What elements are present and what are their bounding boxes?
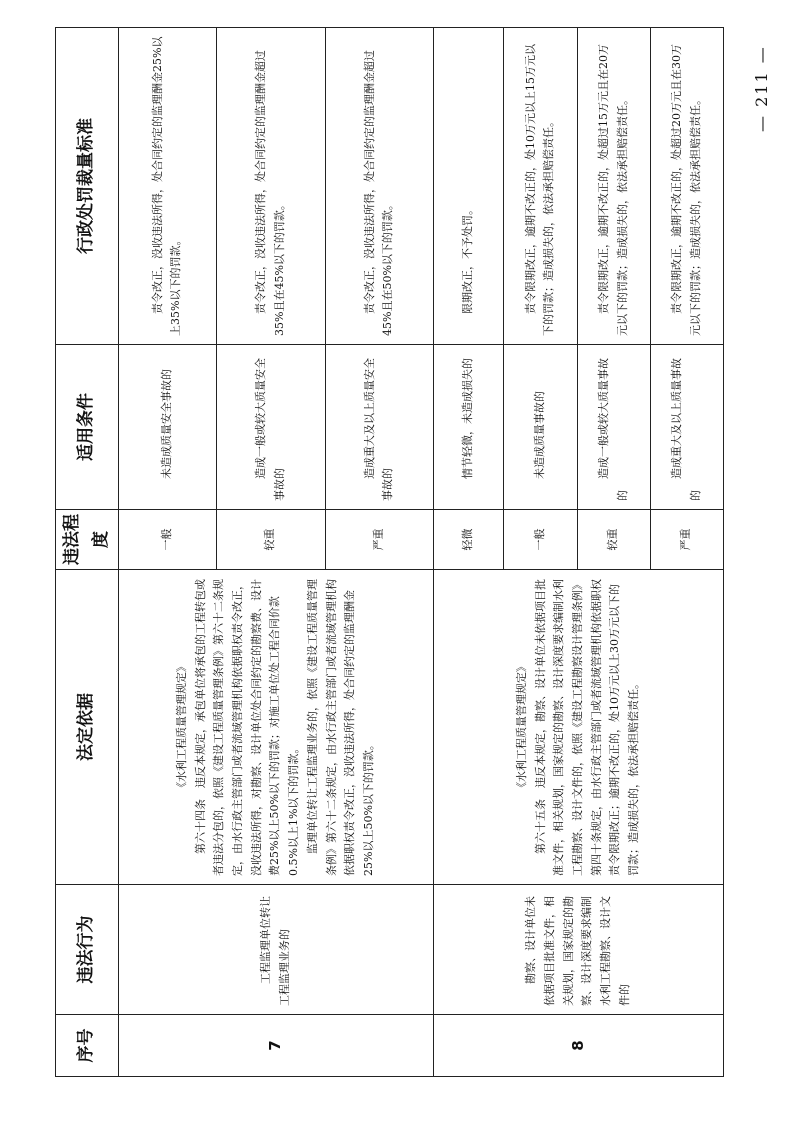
header-no: 序号 <box>56 1015 119 1077</box>
condition-text: 未造成质量安全事故的 <box>159 369 173 479</box>
penalty-standard <box>216 28 325 345</box>
applicable-condition <box>577 345 650 510</box>
basis-paragraph: 第六十五条 违反本规定，勘察、设计单位未依据项目批准文件，相关规划，国家规定的勘察、设计深度要求编制水利工程勘察、设计文件的，依照《建设工程勘察设计管理条例》第四十条规定，由水行政主管部门或者流域管理机构依据职权责令限期改正；逾期不改正的，处10万元以上30万元以下的罚款；造成损失的，依法承担赔偿责任。 <box>533 579 640 876</box>
violation-degree: 一般 <box>118 510 216 570</box>
condition-text: 情节轻微，未造成损失的 <box>460 358 474 479</box>
applicable-condition <box>650 345 723 510</box>
header-condition: 适用条件 <box>56 345 119 510</box>
applicable-condition <box>433 345 503 510</box>
behavior-text: 勘察、设计单位未依据项目批准文件，相关规划，国家规定的勘察、设计深度要求编制水利工程勘察、设计文件的 <box>524 896 631 1006</box>
condition-text: 造成一般或较大质量安全事故的 <box>254 358 286 501</box>
standard-text: 限期改正，不予处罚。 <box>460 204 474 314</box>
page-number: — 211 — <box>752 45 771 132</box>
violation-degree: 较重 <box>577 510 650 570</box>
table-row <box>118 28 216 1077</box>
penalty-standard <box>577 28 650 345</box>
header-degree: 违法程度 <box>56 510 119 570</box>
standard-text: 责令改正，没收违法所得，处合同约定的监理酬金25%以上35%以下的罚款。 <box>150 36 183 336</box>
header-behavior: 违法行为 <box>56 885 119 1015</box>
condition-text: 造成一般或较大质量事故的 <box>597 358 629 501</box>
violation-degree: 严重 <box>325 510 433 570</box>
header-standard: 行政处罚裁量标准 <box>56 28 119 345</box>
basis-title: 《水利工程质量管理规定》 <box>175 661 188 793</box>
table-row <box>433 28 503 1077</box>
penalty-table <box>55 27 724 1077</box>
standard-text: 责令限期改正，逾期不改正的，处超过20万元且在30万元以下的罚款；造成损失的，依法承担赔偿责任。 <box>670 44 702 336</box>
penalty-standard <box>433 28 503 345</box>
row-number: 7 <box>118 1015 433 1077</box>
standard-text: 责令限期改正，逾期不改正的，处10万元以上15万元以下的罚款；造成损失的，依法承担赔偿责任。 <box>523 44 556 336</box>
header-row <box>56 28 119 1077</box>
legal-basis <box>118 570 433 885</box>
violation-degree: 一般 <box>503 510 577 570</box>
violation-degree: 轻微 <box>433 510 503 570</box>
standard-text: 责令改正，没收违法所得，处合同约定的监理酬金超过35%且在45%以下的罚款。 <box>254 50 286 336</box>
penalty-standard <box>118 28 216 345</box>
legal-basis <box>433 570 723 885</box>
row-number: 8 <box>433 1015 723 1077</box>
condition-text: 造成重大及以上质量安全事故的 <box>362 358 395 501</box>
violation-degree: 较重 <box>216 510 325 570</box>
basis-title: 《水利工程质量管理规定》 <box>514 661 528 793</box>
applicable-condition <box>325 345 433 510</box>
standard-text: 责令限期改正，逾期不改正的，处超过15万元且在20万元以下的罚款；造成损失的，依法承担赔偿责任。 <box>597 44 629 336</box>
penalty-standard <box>650 28 723 345</box>
violation-behavior <box>433 885 723 1015</box>
applicable-condition <box>503 345 577 510</box>
header-basis: 法定依据 <box>56 570 119 885</box>
penalty-standard <box>503 28 577 345</box>
basis-paragraph: 监理单位转让工程监理业务的，依照《建设工程质量管理条例》第六十二条规定，由水行政主管部门或者流域管理机构依据职权责令改正，没收违法所得，处合同约定的监理酬金25%以上50%以下的罚款。 <box>305 579 375 876</box>
penalty-standard <box>325 28 433 345</box>
condition-text: 未造成质量事故的 <box>532 391 546 479</box>
applicable-condition <box>216 345 325 510</box>
standard-text: 责令改正，没收违法所得，处合同约定的监理酬金超过45%且在50%以下的罚款。 <box>362 50 395 336</box>
violation-degree: 严重 <box>650 510 723 570</box>
violation-behavior <box>118 885 433 1015</box>
basis-paragraph: 第六十四条 违反本规定，承包单位将承包的工程转包或者违法分包的，依照《建设工程质量管理条例》第六十二条规定，由水行政主管部门或者流域管理机构依据职权责令改正，没收违法所得，对勘察、设计单位处合同约定的勘察费、设计费25%以上50%以下的罚款；对施工单位处工程合同价款0.5%以上1%以下的罚款。 <box>193 579 301 876</box>
behavior-text: 工程监理单位转让工程监理业务的 <box>259 896 291 1006</box>
applicable-condition <box>118 345 216 510</box>
condition-text: 造成重大及以上质量事故的 <box>670 358 702 501</box>
